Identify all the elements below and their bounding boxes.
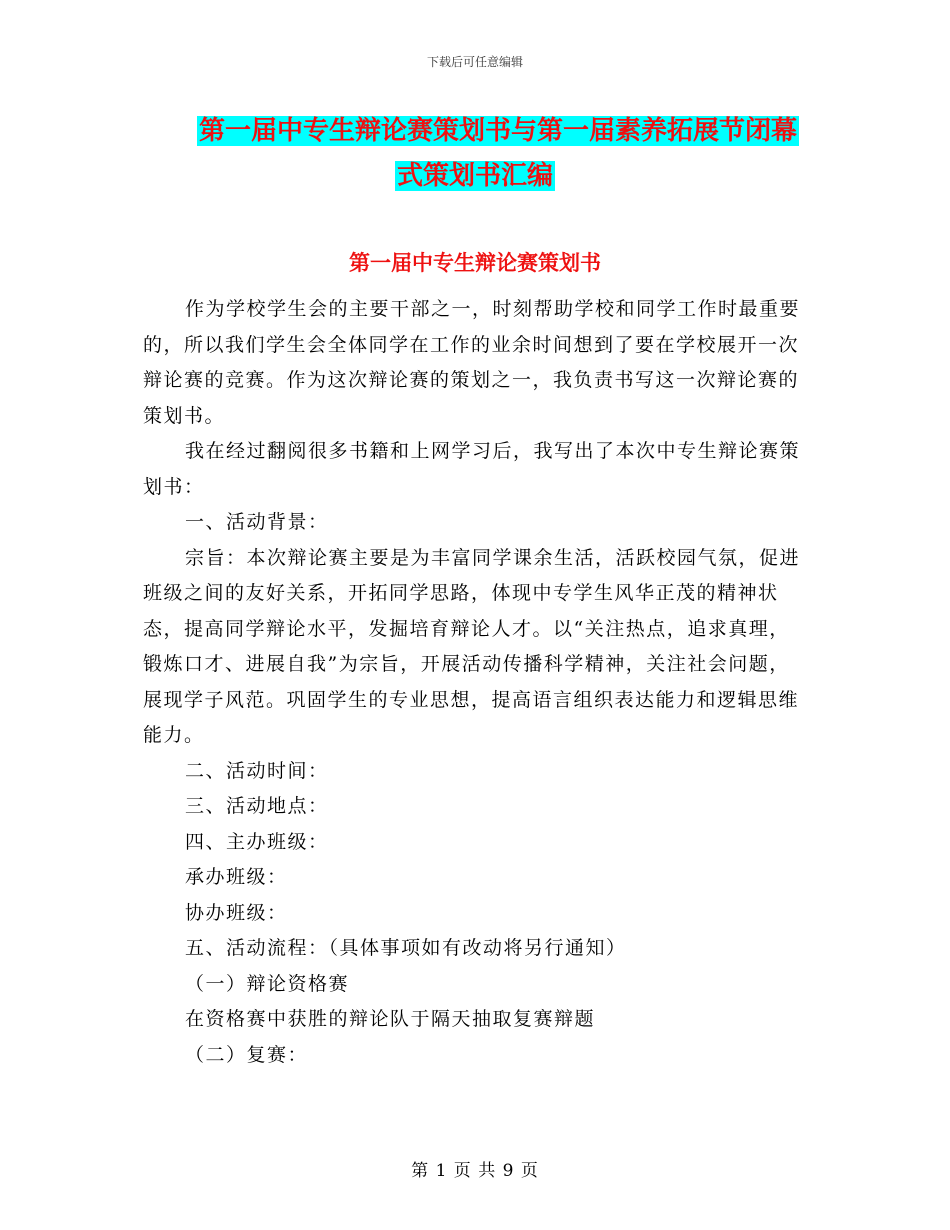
line-host-class: 承办班级： xyxy=(185,866,288,888)
heading-background: 一、活动背景： xyxy=(185,511,329,533)
line-co-organizer: 协办班级： xyxy=(185,901,288,924)
header-note: 下载后可任意编辑 xyxy=(426,55,523,69)
paragraph-intro: 作为学校学生会的主要干部之一，时刻帮助学校和同学工作时最重要的，所以我们学生会全体同学在工作的业余时间想到了要在学校展开一次辩论赛的竞赛。作为这次辩论赛的策划之一，我负责书写这一次辩论赛的策划书。 xyxy=(143,298,801,427)
document-title-line-1 xyxy=(0,113,950,149)
section-title: 第一届中专生辩论赛策划书 xyxy=(349,251,601,275)
subheading-qualifier: （一）辩论资格赛 xyxy=(185,972,350,995)
paragraph-qualifier: 在资格赛中获胜的辩论队于隔天抽取复赛辩题 xyxy=(185,1008,596,1030)
title-highlight-1: 第一届中专生辩论赛策划书与第一届素养拓展节闭幕 xyxy=(198,116,797,146)
paragraph-purpose: 宗旨：本次辩论赛主要是为丰富同学课余生活，活跃校园气氛，促进班级之间的友好关系，开拓同学思路，体现中专学生风华正茂的精神状态，提高同学辩论水平，发掘培育辩论人才。以“关注热点，追求真理，锻炼口才、进展自我”为宗旨，开展活动传播科学精神，关注社会问题，展现学子风范。巩固学生的专业思想，提高语言组织表达能力和逻辑思维能力。 xyxy=(143,546,801,746)
title-highlight-2: 式策划书汇编 xyxy=(396,161,553,191)
heading-organizer: 四、主办班级： xyxy=(185,830,329,853)
heading-location: 三、活动地点： xyxy=(185,795,329,817)
paragraph-lead: 我在经过翻阅很多书籍和上网学习后，我写出了本次中专生辩论赛策划书： xyxy=(143,440,801,498)
heading-time: 二、活动时间： xyxy=(185,759,329,782)
document-title-line-2 xyxy=(0,158,950,194)
subheading-semifinal: （二）复赛： xyxy=(185,1043,309,1066)
page-footer: 第 1 页 共 9 页 xyxy=(411,1161,539,1181)
heading-process: 五、活动流程：（具体事项如有改动将另行通知） xyxy=(185,937,627,959)
document-body xyxy=(143,292,803,1073)
